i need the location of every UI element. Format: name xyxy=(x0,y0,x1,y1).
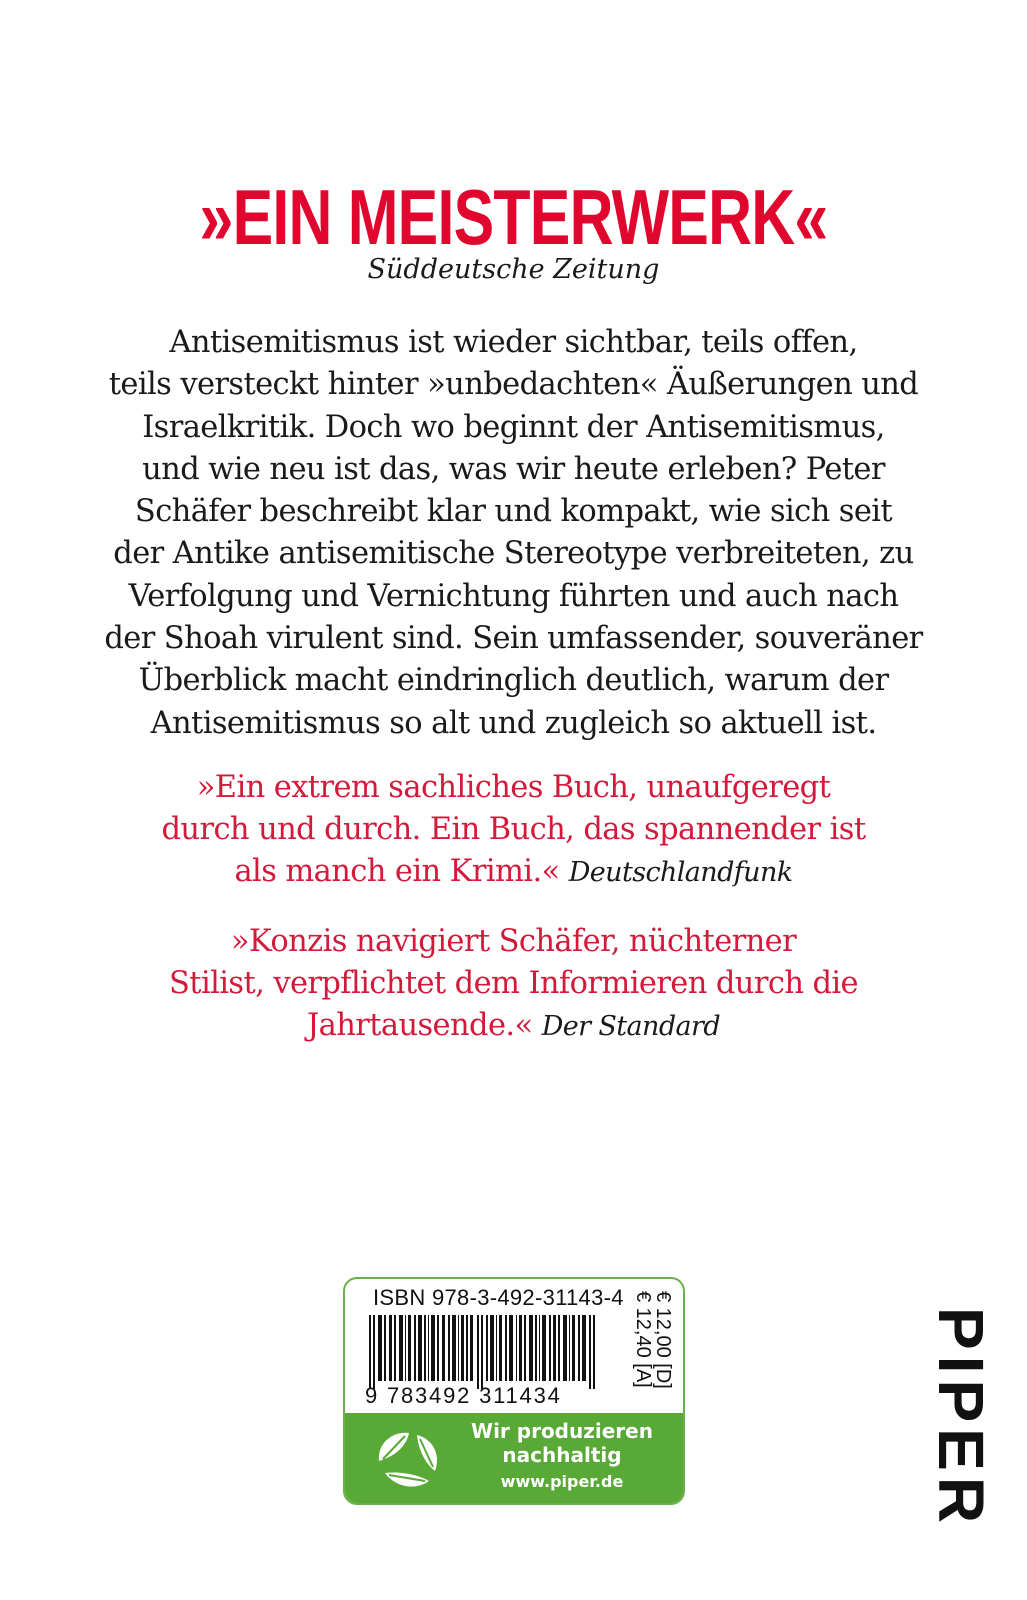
barcode-icon xyxy=(369,1315,619,1389)
eco-text xyxy=(453,1419,671,1495)
blurb xyxy=(70,322,957,745)
eco-line: nachhaltig xyxy=(502,1443,622,1467)
quote-line: Stilist, verpflichtet dem Informieren durch die xyxy=(169,966,858,1001)
quote-line: »Ein extrem sachliches Buch, unaufgeregt xyxy=(196,770,831,805)
headline: »EIN MEISTERWERK« xyxy=(199,173,828,261)
quote-line xyxy=(60,1005,967,1048)
quote-source: Deutschlandfunk xyxy=(568,857,793,888)
blurb-line: Überblick macht eindringlich deutlich, warum der xyxy=(138,663,889,699)
eco-label xyxy=(345,1413,683,1503)
blurb-line: der Shoah virulent sind. Sein umfassender, souveräner xyxy=(104,621,923,657)
isbn-number: ISBN 978-3-492-31143-4 xyxy=(373,1285,624,1310)
price-germany: € 12,00 [D] xyxy=(652,1291,674,1389)
price-austria: € 12,40 [A] xyxy=(632,1291,654,1388)
barcode-digits: 9 783492 311434 xyxy=(365,1383,562,1408)
recycle-leaf-icon xyxy=(371,1421,445,1495)
blurb-line: Antisemitismus ist wieder sichtbar, teils offen, xyxy=(169,325,858,360)
quote-line: »Konzis navigiert Schäfer, nüchterner xyxy=(230,924,797,959)
blurb-line: und wie neu ist das, was wir heute erleben? Peter xyxy=(142,451,885,487)
price-info xyxy=(633,1291,673,1411)
quote-line xyxy=(60,851,967,894)
quote-source: Der Standard xyxy=(541,1011,721,1042)
barcode-label xyxy=(343,1277,685,1505)
blurb-line: der Antike antisemitische Stereotype verbreiteten, zu xyxy=(113,536,914,572)
review-quote-deutschlandfunk xyxy=(60,767,967,894)
eco-line: Wir produzieren xyxy=(471,1419,653,1443)
quote-line: durch und durch. Ein Buch, das spannender ist xyxy=(161,812,866,847)
publisher-url: www.piper.de xyxy=(500,1472,624,1491)
quote-line-text: als manch ein Krimi.« xyxy=(234,854,560,889)
blurb-line: Israelkritik. Doch wo beginnt der Antisemitismus, xyxy=(142,409,885,445)
headline-source: Süddeutsche Zeitung xyxy=(367,254,660,285)
blurb-line: Antisemitismus so alt und zugleich so aktuell ist. xyxy=(150,705,877,741)
blurb-line: Schäfer beschreibt klar und kompakt, wie sich seit xyxy=(134,494,893,530)
blurb-line: Verfolgung und Vernichtung führten und auch nach xyxy=(128,578,899,614)
quote-line-text: Jahrtausende.« xyxy=(306,1008,533,1043)
blurb-line: teils versteckt hinter »unbedachten« Äußerungen und xyxy=(108,367,919,403)
publisher-logo: PIPER xyxy=(925,1307,997,1530)
review-quote-der-standard xyxy=(60,921,967,1048)
